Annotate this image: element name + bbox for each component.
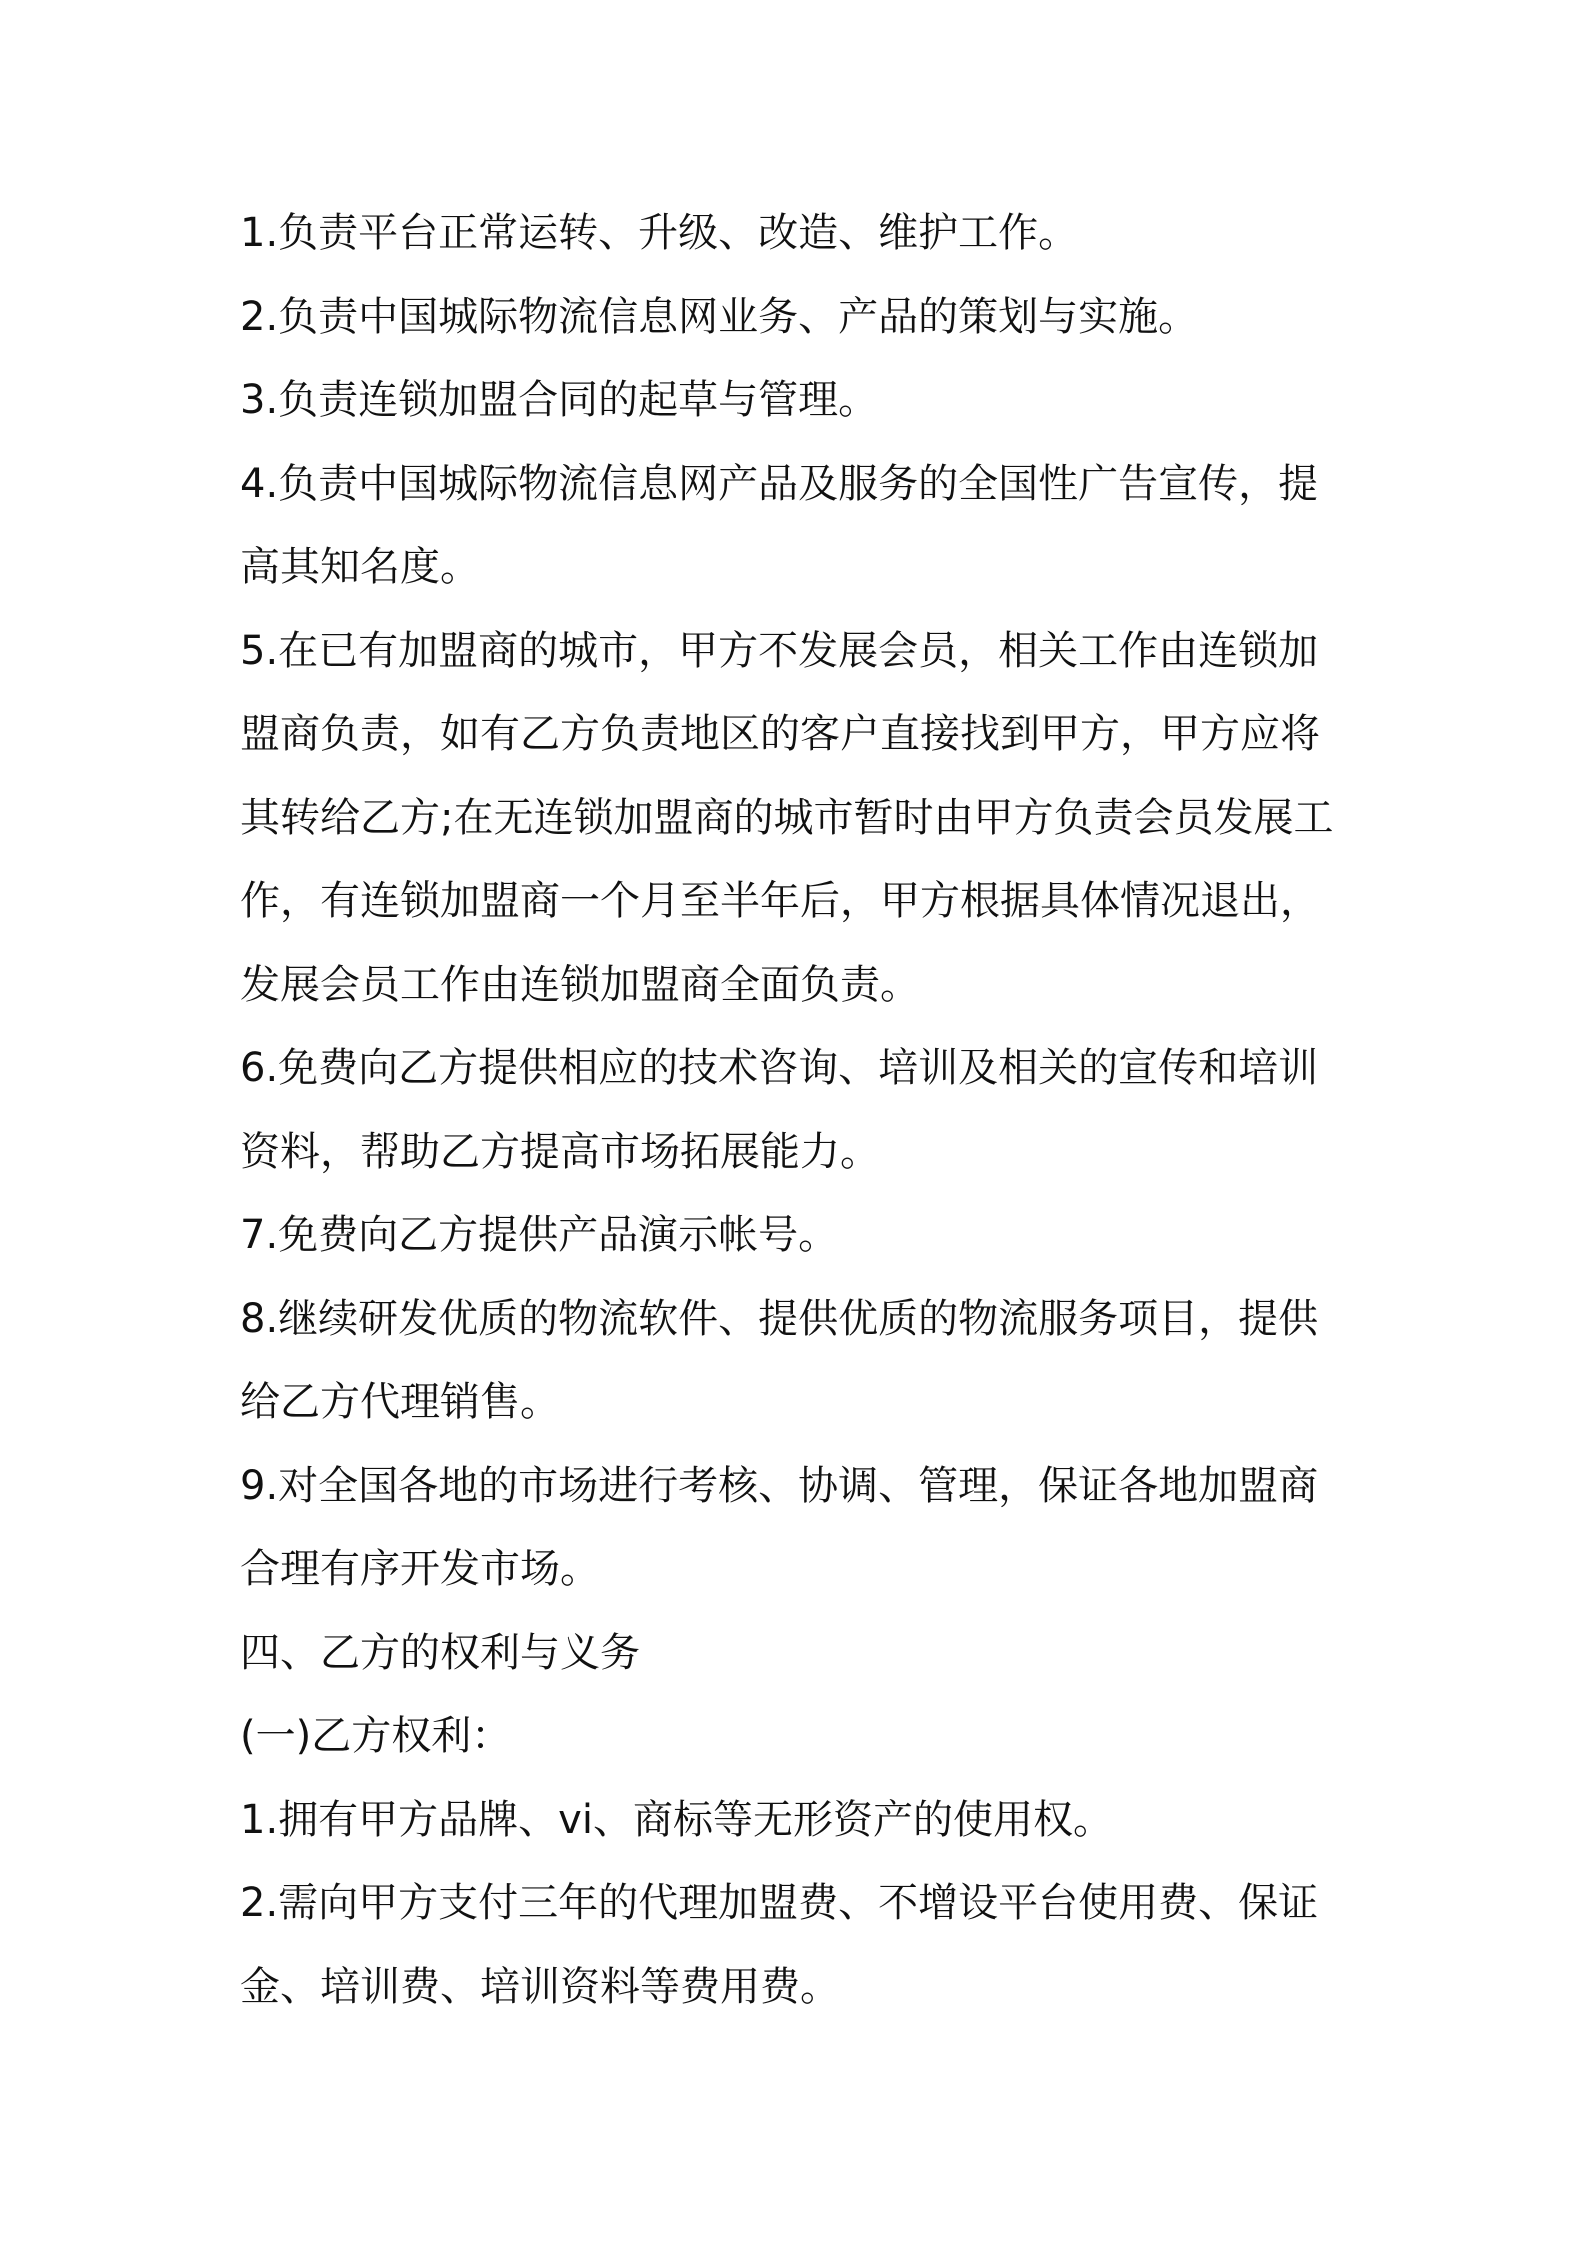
paragraph-duty-1: 1.负责平台正常运转、升级、改造、维护工作。	[240, 210, 1079, 256]
paragraph-right-1: 1.拥有甲方品牌、vi、商标等无形资产的使用权。	[240, 1796, 1113, 1843]
paragraph-duty-5: 5.在已有加盟商的城市，甲方不发展会员，相关工作由连锁加盟商负责，如有乙方负责地区的客户直接找到甲方，甲方应将其转给乙方;在无连锁加盟商的城市暂时由甲方负责会员发展工作，有连锁加盟商一个月至半年后，甲方根据具体情况退出，发展会员工作由连锁加盟商全面负责。	[240, 627, 1334, 1008]
subsection-heading-party-b-rights: (一)乙方权利：	[240, 1713, 512, 1759]
document-body	[240, 192, 1358, 2029]
paragraph-duty-2: 2.负责中国城际物流信息网业务、产品的策划与实施。	[240, 293, 1199, 340]
paragraph-duty-9: 9.对全国各地的市场进行考核、协调、管理，保证各地加盟商合理有序开发市场。	[240, 1462, 1319, 1592]
paragraph-right-2: 2.需向甲方支付三年的代理加盟费、不增设平台使用费、保证金、培训费、培训资料等费用费。	[240, 1880, 1319, 2010]
paragraph-duty-3: 3.负责连锁加盟合同的起草与管理。	[240, 377, 879, 423]
paragraph-duty-6: 6.免费向乙方提供相应的技术咨询、培训及相关的宣传和培训资料，帮助乙方提高市场拓展能力。	[240, 1045, 1319, 1175]
paragraph-duty-7: 7.免费向乙方提供产品演示帐号。	[240, 1212, 839, 1258]
section-heading-party-b: 四、乙方的权利与义务	[240, 1629, 640, 1676]
paragraph-duty-4: 4.负责中国城际物流信息网产品及服务的全国性广告宣传，提高其知名度。	[240, 460, 1319, 590]
paragraph-duty-8: 8.继续研发优质的物流软件、提供优质的物流服务项目，提供给乙方代理销售。	[240, 1295, 1319, 1425]
